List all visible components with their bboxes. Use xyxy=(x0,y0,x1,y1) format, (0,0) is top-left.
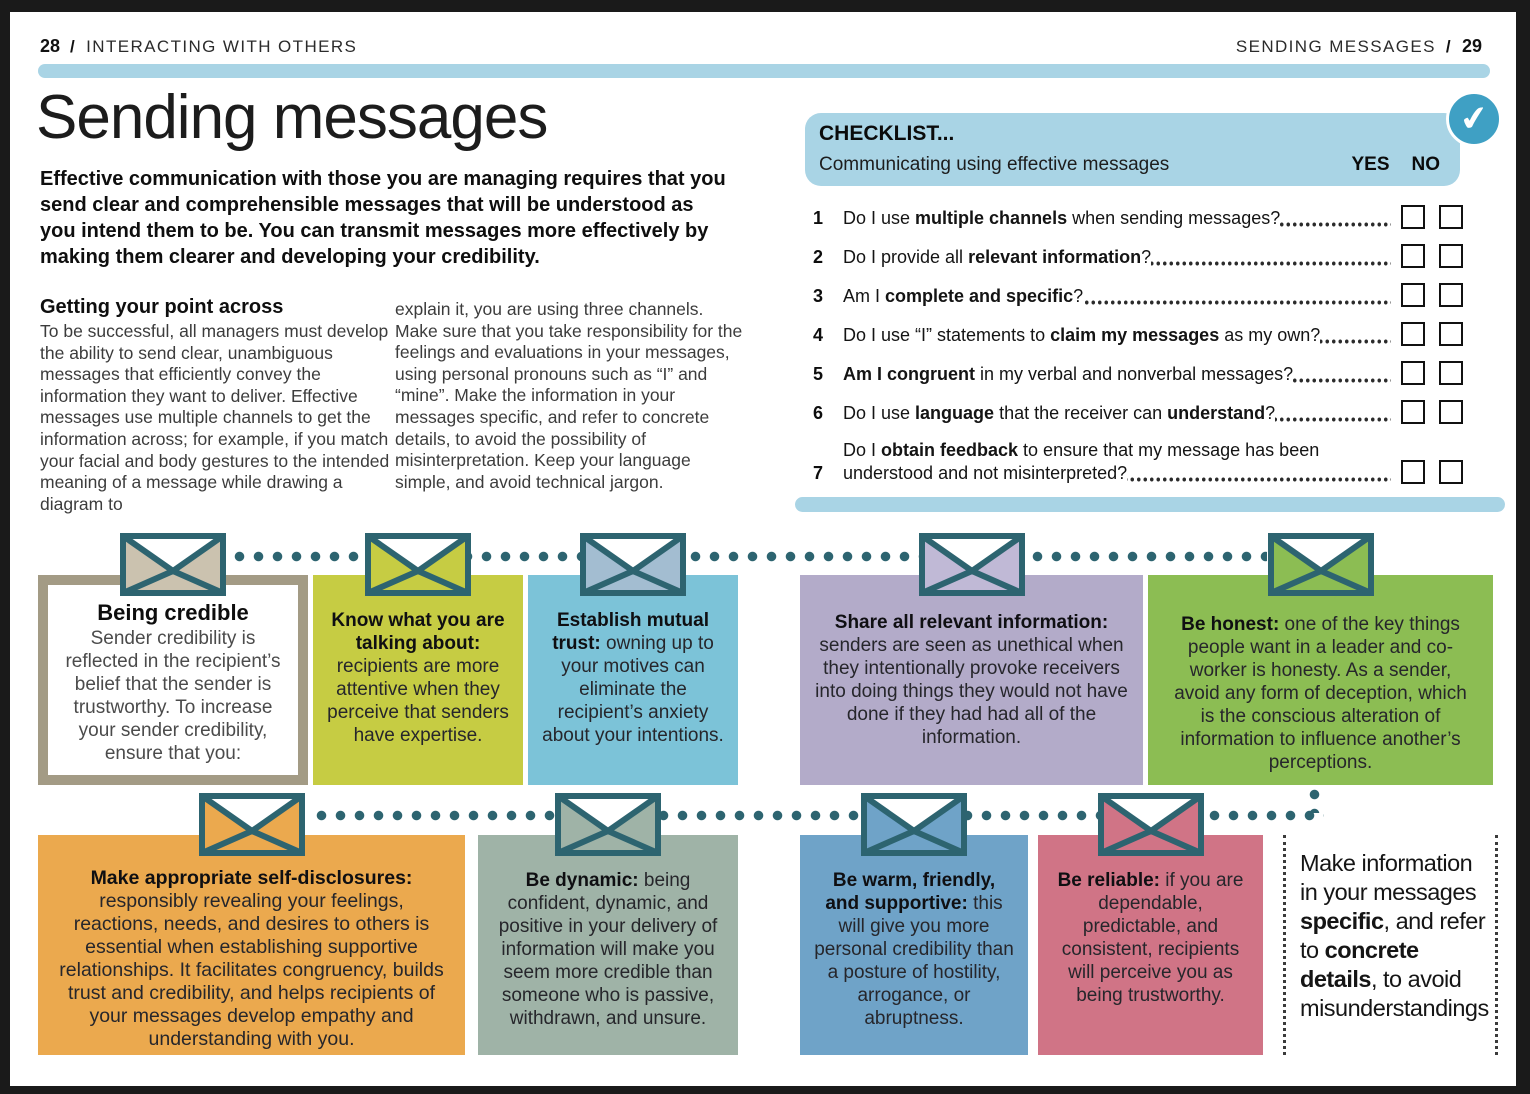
box-title: Being credible xyxy=(97,600,249,625)
box-body: Be reliable: if you are dependable, predictable, and consistent, recipients will perceive you as being trustworthy. xyxy=(1057,870,1244,1006)
slash-separator: / xyxy=(1445,37,1452,56)
no-checkbox[interactable] xyxy=(1439,283,1463,307)
item-number: 6 xyxy=(813,403,824,423)
envelope-icon xyxy=(365,533,471,596)
info-box-being-credible xyxy=(38,575,308,785)
box-body: Be warm, friendly, and supportive: this will give you more personal credibility than a posture of hostility, arrogance, or abruptness. xyxy=(814,870,1014,1029)
item-question: Do I use “I” statements to claim my messages as my own? xyxy=(843,324,1391,347)
envelope-icon xyxy=(919,533,1025,596)
page-frame-left xyxy=(0,0,10,1094)
item-number: 1 xyxy=(813,208,824,228)
article-column-2: explain it, you are using three channels. Make sure that you take responsibility for the feelings and evaluations in your messages, using personal pronouns such as “I” and “mine”. Make the information in your messages specific, and refer to concrete details, to avoid the possibility of misinterpretation. Keep your language simple, and avoid technical jargon. xyxy=(395,299,743,492)
page-number-left: 28 xyxy=(40,36,61,56)
envelope-icon xyxy=(1268,533,1374,596)
item-question: Do I provide all relevant information? xyxy=(843,246,1391,269)
box-body: Share all relevant information: senders are seen as unethical when they intentionally provoke receivers into doing things they would not have done if they had had all of the information. xyxy=(815,612,1128,748)
box-body: Know what you are talking about: recipients are more attentive when they perceive that senders have expertise. xyxy=(327,610,509,746)
page-frame-right xyxy=(1516,0,1530,1094)
callout-make-information-specific: Make information in your messages specific, and refer to concrete details, to avoid misunderstandings xyxy=(1283,835,1498,1055)
box-body: Be dynamic: being confident, dynamic, and positive in your delivery of information will make you seem more credible than someone who is passive, withdrawn, and unsure. xyxy=(498,870,718,1029)
item-question: Am I complete and specific? xyxy=(843,285,1391,308)
box-body: Make appropriate self-disclosures: responsibly revealing your feelings, reactions, needs, and desires to others is essential when establishing supportive relationships. It facilitates congruency, builds trust and credibility, and helps recipients of your messages develop empathy and understanding with you. xyxy=(59,867,444,1050)
no-checkbox[interactable] xyxy=(1439,205,1463,229)
no-checkbox[interactable] xyxy=(1439,244,1463,268)
yes-checkbox[interactable] xyxy=(1401,322,1425,346)
envelope-icon xyxy=(555,793,661,856)
info-box-be-dynamic xyxy=(478,835,738,1055)
info-box-establish-mutual-trust xyxy=(528,575,738,785)
yes-checkbox[interactable] xyxy=(1401,400,1425,424)
info-box-be-reliable xyxy=(1038,835,1263,1055)
checklist-panel xyxy=(805,113,1460,186)
item-number: 3 xyxy=(813,286,824,306)
envelope-icon xyxy=(580,533,686,596)
envelope-icon xyxy=(120,533,226,596)
no-checkbox[interactable] xyxy=(1439,460,1463,484)
checklist-row xyxy=(813,322,1463,347)
box-body: Establish mutual trust: owning up to your motives can eliminate the recipient’s anxiety about your intentions. xyxy=(542,610,724,746)
no-label: NO xyxy=(1411,154,1440,175)
box-body: Be honest: one of the key things people want in a leader and co-worker is honesty. As a sender, avoid any form of deception, which is the conscious alteration of information to influence another’s perceptions. xyxy=(1174,614,1467,773)
section-title-right: SENDING MESSAGES xyxy=(1235,37,1436,56)
item-number: 5 xyxy=(813,364,824,384)
item-question: Do I obtain feedback to ensure that my message has been understood and not misinterpreted? xyxy=(843,439,1391,485)
article-column-1: To be successful, all managers must develop the ability to send clear, unambiguous messages that efficiently convey the information they want to deliver. Effective messages use multiple channels to get the information across; for example, if you match your facial and body gestures to the intended meaning of a message while drawing a diagram to xyxy=(40,321,390,514)
yes-checkbox[interactable] xyxy=(1401,460,1425,484)
checklist-row xyxy=(813,361,1463,386)
slash-separator: / xyxy=(70,37,77,56)
checklist-title: CHECKLIST... xyxy=(819,122,955,145)
no-checkbox[interactable] xyxy=(1439,400,1463,424)
accent-bar-top xyxy=(38,64,1490,78)
checklist-row xyxy=(813,283,1463,308)
item-number: 2 xyxy=(813,247,824,267)
article-heading: Getting your point across xyxy=(40,296,284,318)
yes-checkbox[interactable] xyxy=(1401,244,1425,268)
page-frame-bottom xyxy=(0,1086,1530,1094)
yes-no-column-headers xyxy=(1351,154,1440,176)
yes-checkbox[interactable] xyxy=(1401,205,1425,229)
page-number-right: 29 xyxy=(1461,36,1482,56)
info-box-make-appropriate-self-disclosures xyxy=(38,835,465,1055)
info-box-be-honest xyxy=(1148,575,1493,785)
accent-bar-middle xyxy=(795,497,1505,512)
section-title-left: INTERACTING WITH OTHERS xyxy=(86,37,358,56)
checklist-subtitle: Communicating using effective messages xyxy=(819,154,1170,175)
yes-label: YES xyxy=(1351,154,1390,175)
page-frame-top xyxy=(0,0,1530,12)
running-head-right xyxy=(1236,36,1482,57)
envelope-icon xyxy=(199,793,305,856)
box-body: Sender credibility is reflected in the recipient’s belief that the sender is trustworthy. To increase your sender credibility, ensure that you: xyxy=(65,628,281,764)
info-box-be-warm-friendly-supportive xyxy=(800,835,1028,1055)
item-question: Am I congruent in my verbal and nonverbal messages? xyxy=(843,363,1391,386)
checklist-items xyxy=(813,205,1463,499)
item-question: Do I use language that the receiver can understand? xyxy=(843,402,1391,425)
checklist-row xyxy=(813,439,1463,485)
info-box-share-all-relevant-information xyxy=(800,575,1143,785)
item-number: 7 xyxy=(813,463,824,483)
connector-dots-vertical xyxy=(1309,785,1320,813)
item-question: Do I use multiple channels when sending messages? xyxy=(843,207,1391,230)
envelope-icon xyxy=(861,793,967,856)
running-head-left xyxy=(40,36,357,57)
info-box-know-what-you-are-talking-about xyxy=(313,575,523,785)
intro-paragraph: Effective communication with those you are managing requires that you send clear and comprehensible messages that will be understood as you intend them to be. You can transmit messages more effectively by making them clearer and developing your credibility. xyxy=(40,168,726,268)
page-title: Sending messages xyxy=(36,83,548,152)
yes-checkbox[interactable] xyxy=(1401,283,1425,307)
checklist-row xyxy=(813,205,1463,230)
envelope-icon xyxy=(1098,793,1204,856)
checkmark-badge-icon: ✔ xyxy=(1446,91,1502,147)
no-checkbox[interactable] xyxy=(1439,322,1463,346)
item-number: 4 xyxy=(813,325,824,345)
checklist-row xyxy=(813,400,1463,425)
no-checkbox[interactable] xyxy=(1439,361,1463,385)
yes-checkbox[interactable] xyxy=(1401,361,1425,385)
checklist-row xyxy=(813,244,1463,269)
